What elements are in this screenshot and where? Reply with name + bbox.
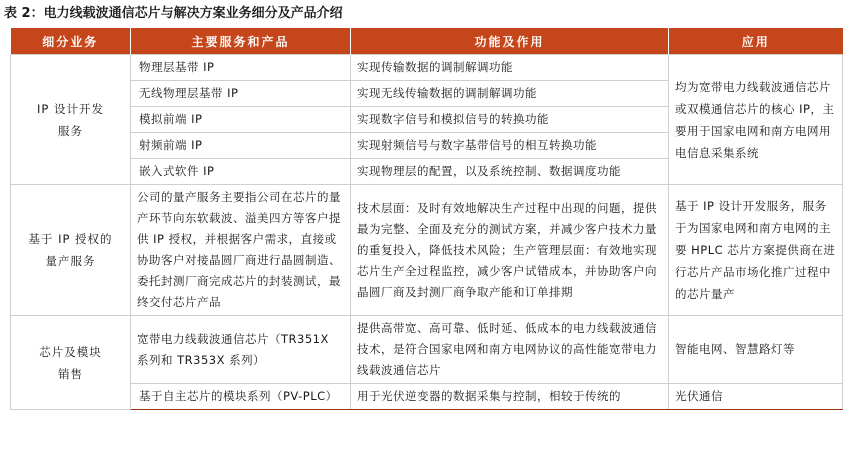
segment-line: 基于 IP 授权的 <box>28 232 113 246</box>
service-cell: 嵌入式软件 IP <box>131 159 351 185</box>
application-cell: 光伏通信 <box>669 384 843 410</box>
application-cell: 智能电网、智慧路灯等 <box>669 316 843 384</box>
segment-line: IP 设计开发 <box>37 101 104 116</box>
application-cell: 基于 IP 设计开发服务，服务于为国家电网和南方电网的主要 HPLC 芯片方案提供商在进行芯片产品市场化推广过程中的芯片量产 <box>669 185 843 316</box>
service-cell: 宽带电力线载波通信芯片（TR351X 系列和 TR353X 系列） <box>131 316 351 384</box>
segment-cell <box>11 55 131 185</box>
table-row <box>11 384 843 410</box>
function-cell: 实现传输数据的调制解调功能 <box>351 55 669 81</box>
segment-cell <box>11 185 131 316</box>
header-segment: 细分业务 <box>11 28 131 55</box>
service-cell: 公司的量产服务主要指公司在芯片的量产环节向东软载波、溢美四方等客户提供 IP 授权，并根据客户需求，直接或协助客户对接晶圆厂商进行晶圆制造、委托封测厂商完成芯片的封装测试，最终交付芯片产品 <box>131 185 351 316</box>
function-cell: 用于光伏逆变器的数据采集与控制，相较于传统的 <box>351 384 669 410</box>
header-service: 主要服务和产品 <box>131 28 351 55</box>
function-cell: 实现数字信号和模拟信号的转换功能 <box>351 107 669 133</box>
function-cell: 提供高带宽、高可靠、低时延、低成本的电力线载波通信技术，是符合国家电网和南方电网协议的高性能宽带电力线载波通信芯片 <box>351 316 669 384</box>
segment-line: 量产服务 <box>45 254 96 268</box>
header-row <box>11 28 843 55</box>
header-function: 功能及作用 <box>351 28 669 55</box>
service-cell: 射频前端 IP <box>131 133 351 159</box>
service-cell: 模拟前端 IP <box>131 107 351 133</box>
service-cell: 基于自主芯片的模块系列（PV-PLC） <box>131 384 351 410</box>
table-title: 表 2：电力线载波通信芯片与解决方案业务细分及产品介绍 <box>4 6 343 21</box>
application-cell: 均为宽带电力线载波通信芯片或双模通信芯片的核心 IP，主要用于国家电网和南方电网用电信息采集系统 <box>669 55 843 185</box>
function-cell: 实现物理层的配置，以及系统控制、数据调度功能 <box>351 159 669 185</box>
segment-line: 销售 <box>58 366 83 381</box>
business-table <box>10 28 843 410</box>
segment-line: 芯片及模块 <box>39 344 102 359</box>
table-row <box>11 316 843 384</box>
segment-line: 服务 <box>58 123 83 138</box>
table-row <box>11 185 843 316</box>
service-cell: 无线物理层基带 IP <box>131 81 351 107</box>
segment-cell <box>11 316 131 410</box>
table-row <box>11 55 843 81</box>
function-cell: 实现无线传输数据的调制解调功能 <box>351 81 669 107</box>
header-application: 应用 <box>669 28 843 55</box>
function-cell: 实现射频信号与数字基带信号的相互转换功能 <box>351 133 669 159</box>
function-cell: 技术层面：及时有效地解决生产过程中出现的问题，提供最为完整、全面及充分的测试方案，并减少客户技术力量的重复投入，降低技术风险；生产管理层面：有效地实现芯片生产全过程监控，减少客户试错成本，并协助客户向晶圆厂商及封测厂商争取产能和订单排期 <box>351 185 669 316</box>
service-cell: 物理层基带 IP <box>131 55 351 81</box>
